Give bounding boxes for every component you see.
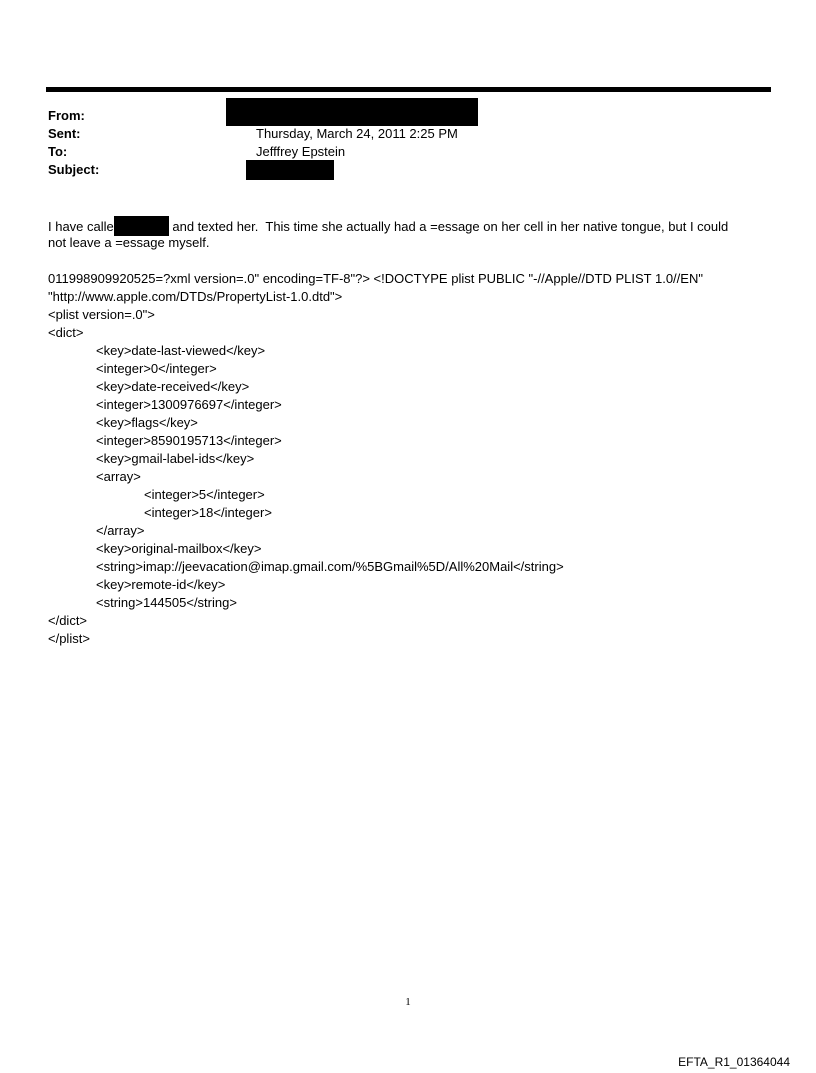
plist-line-4: <dict>: [48, 325, 84, 340]
message-line-1-start: I have calle: [48, 219, 114, 234]
message-line-1: [48, 216, 728, 236]
plist-line-14: <integer>18</integer>: [144, 505, 272, 520]
plist-line-5: <key>date-last-viewed</key>: [96, 343, 266, 358]
bates-number: EFTA_R1_01364044: [678, 1055, 790, 1069]
redaction-name: [114, 216, 169, 236]
plist-line-2: "http://www.apple.com/DTDs/PropertyList-1.0.dtd">: [48, 289, 343, 304]
from-label: From:: [48, 108, 85, 123]
header-rule: [46, 87, 771, 92]
plist-line-10: <integer>8590195713</integer>: [96, 433, 282, 448]
plist-line-19: <string>144505</string>: [96, 595, 237, 610]
plist-line-8: <integer>1300976697</integer>: [96, 397, 282, 412]
plist-line-3: <plist version=.0">: [48, 307, 155, 322]
redaction-from: [226, 98, 478, 126]
redaction-subject: [246, 160, 334, 180]
plist-line-13: <integer>5</integer>: [144, 487, 265, 502]
plist-line-6: <integer>0</integer>: [96, 361, 217, 376]
plist-line-12: <array>: [96, 469, 141, 484]
plist-line-15: </array>: [96, 523, 145, 538]
plist-line-7: <key>date-received</key>: [96, 379, 250, 394]
subject-label: Subject:: [48, 162, 100, 177]
plist-line-11: <key>gmail-label-ids</key>: [96, 451, 255, 466]
plist-line-17: <string>imap://jeevacation@imap.gmail.com/%5BGmail%5D/All%20Mail</string>: [96, 559, 564, 574]
page-number: 1: [405, 996, 411, 1008]
plist-line-16: <key>original-mailbox</key>: [96, 541, 262, 556]
sent-label: Sent:: [48, 126, 81, 141]
plist-line-1: 011998909920525=?xml version=.0" encoding=TF-8"?> <!DOCTYPE plist PUBLIC "-//Apple//DTD PLIST 1.0//EN": [48, 271, 703, 286]
plist-line-9: <key>flags</key>: [96, 415, 198, 430]
plist-line-20: </dict>: [48, 613, 88, 628]
message-line-2: not leave a =essage myself.: [48, 235, 210, 250]
to-label: To:: [48, 144, 68, 159]
sent-value: Thursday, March 24, 2011 2:25 PM: [256, 126, 458, 141]
plist-line-18: <key>remote-id</key>: [96, 577, 226, 592]
message-line-1-end: and texted her. This time she actually had a =essage on her cell in her native tongue, but I could: [168, 219, 729, 234]
to-value: Jefffrey Epstein: [256, 144, 346, 159]
plist-line-21: </plist>: [48, 631, 90, 646]
